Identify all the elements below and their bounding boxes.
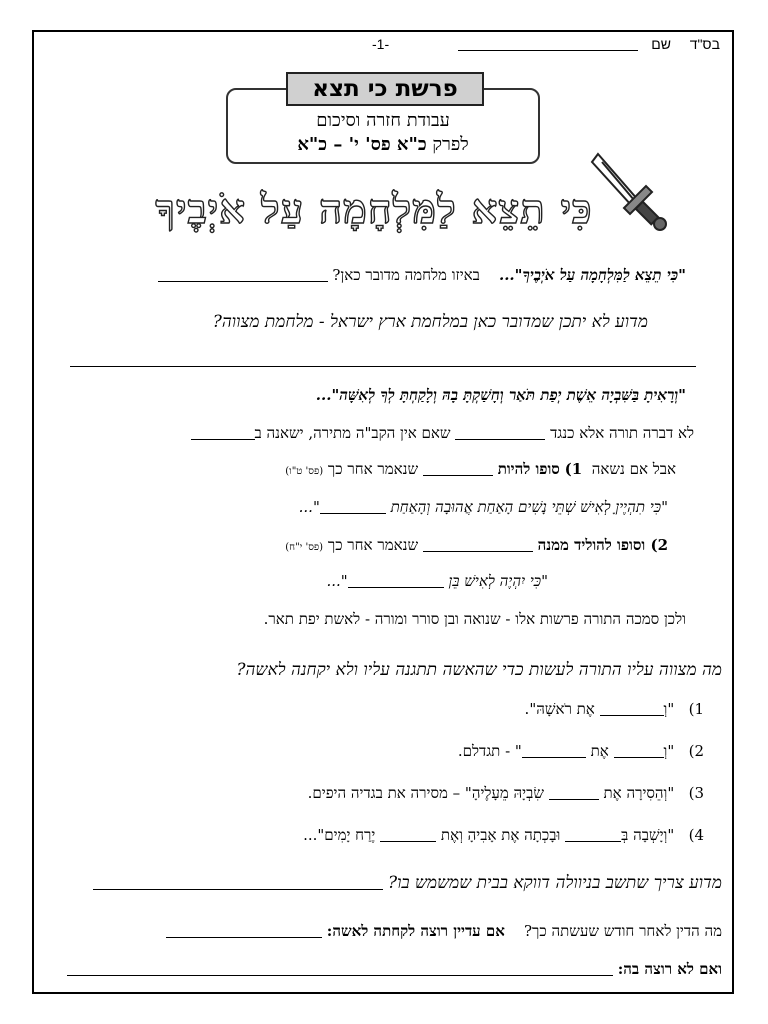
line5-end: "...	[326, 572, 348, 590]
chapter-prefix: לפרק	[426, 134, 469, 155]
q3-item4-field-a[interactable]	[565, 826, 621, 842]
q3-item-text: "וְ	[663, 700, 675, 718]
q4-row	[93, 872, 722, 893]
q3-item-1	[525, 700, 704, 719]
q3-item-text: אֶת	[590, 742, 609, 760]
q3-item-num: 3)	[688, 784, 704, 802]
line2-text-a: אבל אם נשאה	[591, 460, 676, 478]
title-subtitle: עבודת חזרה וסיכום	[316, 110, 450, 131]
section2-line2	[285, 460, 676, 479]
q3-item-3	[308, 784, 704, 803]
q1-row	[158, 266, 686, 285]
line2-ref: (פס' ט"ו)	[285, 466, 324, 477]
chapter-range: כ"א פס' י' – כ"א	[297, 134, 427, 155]
section2-quote: "וְרָאִיתָ בַּשִּׁבְיָה אֵשֶׁת יְפַת תֹּאַר וְחָשַׁקְתָּ בָהּ וְלָקַחְתָּ לְךָ לְאִשָּׁה"...	[315, 386, 686, 404]
q3-item-num: 4)	[688, 826, 704, 844]
q3-item-num: 1)	[688, 700, 704, 718]
q3-item-text: " - תגדלם.	[457, 742, 522, 760]
line2-text-b: שנאמר אחר כך	[327, 460, 419, 478]
q5-question: מה הדין לאחר חודש שעשתה כך?	[523, 922, 722, 940]
line2-num: 1)	[564, 460, 583, 478]
section2-line5	[326, 572, 548, 591]
section2-line3	[299, 498, 668, 517]
q3-item-text: "וְ	[663, 742, 675, 760]
q5-answer1-field[interactable]	[166, 922, 322, 938]
line3-quote: "כִּי תִהְיֶיןָ לְאִישׁ שְׁתֵּי נָשִׁים הָאַחַת אֲהוּבָה וְהָאַחַת	[390, 498, 668, 516]
q1-answer-field[interactable]	[158, 266, 328, 282]
q3-item-text: וּבָכְתָה אֶת אָבִיהָ וְאֶת	[440, 826, 561, 844]
page-number: -1-	[372, 36, 390, 52]
q5-option-1: אם עדיין רוצה לקחתה לאשה:	[326, 922, 505, 940]
line1-field-b[interactable]	[191, 424, 255, 440]
title-label: פרשת כי תצא	[286, 72, 484, 106]
line1-field-a[interactable]	[455, 424, 545, 440]
q2-answer-line[interactable]	[70, 366, 696, 367]
q5-row	[166, 922, 722, 941]
line4-text-b: שנאמר אחר כך	[327, 536, 419, 554]
q3-item2-field-a[interactable]	[614, 742, 664, 758]
q3-item-text: "וְהֵסִירָה אֶת	[603, 784, 675, 802]
q2-question: מדוע לא יתכן שמדובר כאן במלחמת ארץ ישראל - מלחמת מצווה?	[212, 312, 648, 332]
section2-line1	[191, 424, 695, 443]
q3-question: מה מצווה עליו התורה לעשות כדי שהאשה תתגנה עליו ולא יקחנה לאשה?	[236, 660, 722, 680]
line3-end: "...	[298, 498, 320, 516]
q3-item-2	[458, 742, 704, 761]
name-label: שם	[651, 36, 671, 52]
q3-item-4	[303, 826, 704, 845]
q3-item-text: אֶת רֹאשָׁהּ".	[524, 700, 595, 718]
q5-row-2	[67, 960, 722, 979]
q3-item4-field-b[interactable]	[380, 826, 436, 842]
q3-item3-field[interactable]	[549, 784, 599, 800]
q5-option-2: ואם לא רוצה בה:	[617, 960, 722, 978]
q1-quote: "כִּי תֵצֵא לַמִּלְחָמָה עַל אֹיְבֶיךָ"...	[498, 266, 686, 284]
line4-field[interactable]	[423, 536, 533, 552]
line2-bold: סופו להיות	[497, 460, 560, 478]
line1-text-a: לא דברה תורה אלא כנגד	[550, 424, 694, 442]
section2-line6: ולכן סמכה התורה פרשות אלו - שנואה ובן סורר ומורה - לאשת יפת תאר.	[263, 610, 686, 628]
line4-ref: (פס' י"ח)	[285, 542, 324, 553]
q3-item2-field-b[interactable]	[522, 742, 586, 758]
q3-item-num: 2)	[688, 742, 704, 760]
name-field[interactable]	[458, 50, 638, 51]
header-school: בס"ד	[689, 36, 720, 52]
sword-icon	[590, 150, 668, 232]
line3-field[interactable]	[320, 498, 386, 514]
line5-field[interactable]	[348, 572, 444, 588]
line1-text-b: שאם אין הקב"ה מתירה, ישאנה ב	[254, 424, 451, 442]
banner-text: כִּי תֵצֵא לַמִּלְחָמָה עַל אֹיְבֶיךָ	[155, 186, 593, 233]
q4-question: מדוע צריך שתשב בניוולה דווקא בבית שמשמש בו?	[387, 873, 722, 893]
line5-quote: "כִּי יִהְיֶה לְאִישׁ בֵּן	[448, 572, 548, 590]
title-chapter	[226, 134, 540, 155]
q3-item1-field[interactable]	[600, 700, 664, 716]
line4-bold: 2) וסופו להוליד ממנה	[537, 536, 668, 554]
line2-field[interactable]	[423, 460, 493, 476]
q1-question: באיזו מלחמה מדובר כאן?	[332, 266, 480, 284]
q3-item-text: "וְיָשְׁבָה בְּ	[621, 826, 675, 844]
section2-line4	[285, 536, 668, 555]
q5-answer2-field[interactable]	[67, 960, 613, 976]
q3-item-text: שִׂבְיָהּ מֵעָלֶיהָ" – מסירה את בגדיה היפים.	[307, 784, 544, 802]
q4-answer-field[interactable]	[93, 872, 383, 890]
q3-item-text: יֶרַח יָמִים"...	[303, 826, 376, 844]
